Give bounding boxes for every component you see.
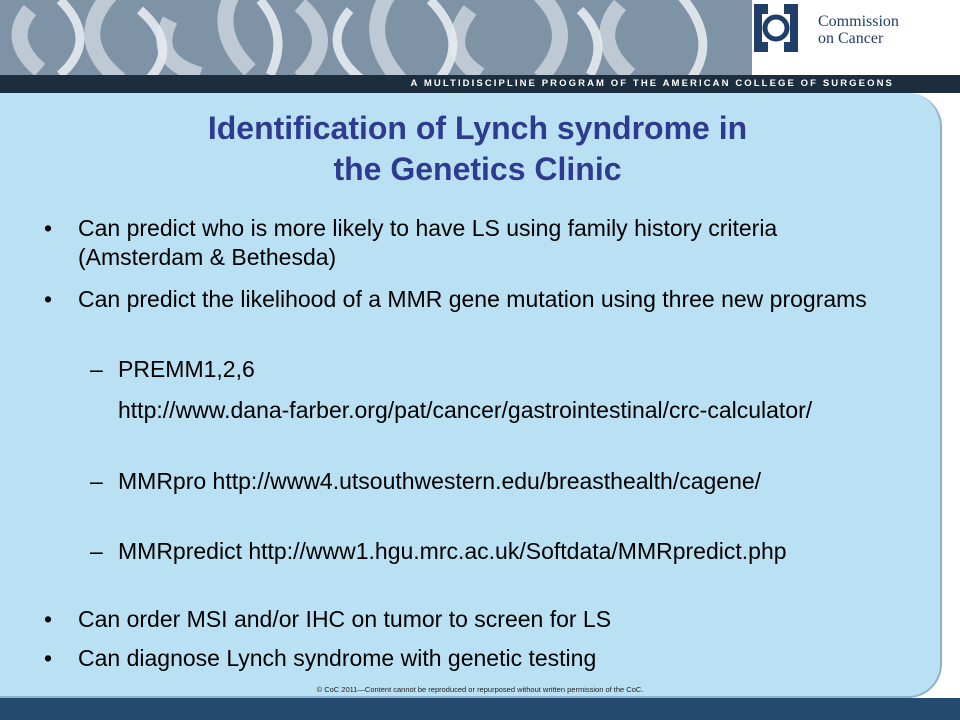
sub-bullet-text: PREMM1,2,6 <box>118 356 255 382</box>
bullet-text: Can predict the likelihood of a MMR gene mutation using three new programs <box>78 286 867 312</box>
dash-marker: – <box>90 356 103 382</box>
logo-text <box>818 13 899 47</box>
logo-line-2: on Cancer <box>818 30 884 47</box>
bottom-bar <box>0 698 960 720</box>
sub-bullet-text[interactable]: MMRpredict http://www1.hgu.mrc.ac.uk/Softdata/MMRpredict.php <box>118 538 787 564</box>
bullet-genetic-testing <box>44 644 898 673</box>
premm-link[interactable] <box>118 396 898 425</box>
decorative-letters-graphic <box>0 0 760 75</box>
premm-url[interactable]: http://www.dana-farber.org/pat/cancer/gastrointestinal/crc-calculator/ <box>118 397 813 423</box>
logo-area <box>752 0 960 75</box>
bullet-marker: • <box>44 215 53 241</box>
dash-marker: – <box>90 468 103 494</box>
sub-bullet-mmrpro <box>90 467 898 496</box>
logo-line-1: Commission <box>818 13 899 30</box>
bullet-marker: • <box>44 286 53 312</box>
bullet-text: Can order MSI and/or IHC on tumor to screen for LS <box>78 606 612 632</box>
slide-title <box>40 108 915 190</box>
title-line-2: the Genetics Clinic <box>333 151 622 187</box>
bullet-mmr-programs <box>44 285 898 314</box>
sub-bullet-text[interactable]: MMRpro http://www4.utsouthwestern.edu/breasthealth/cagene/ <box>118 468 762 494</box>
bullet-text: Can predict who is more likely to have LS using family history criteria (Amsterdam & Bethesda) <box>78 215 778 270</box>
copyright-footer: © CoC 2011—Content cannot be reproduced or repurposed without written permission of the CoC. <box>316 685 644 694</box>
header-banner <box>0 0 960 75</box>
bullet-text: Can diagnose Lynch syndrome with genetic testing <box>78 645 597 671</box>
dash-marker: – <box>90 538 103 564</box>
sub-bullet-mmrpredict <box>90 537 898 566</box>
bullet-msi-ihc <box>44 605 898 634</box>
commission-on-cancer-logo-icon <box>752 0 800 56</box>
bullet-marker: • <box>44 606 53 632</box>
bullet-family-history <box>44 214 898 272</box>
sub-bullet-premm <box>90 355 898 384</box>
tagline-bar <box>0 75 960 93</box>
title-line-1: Identification of Lynch syndrome in <box>207 110 748 146</box>
bullet-marker: • <box>44 645 53 671</box>
tagline: A MULTIDISCIPLINE PROGRAM OF THE AMERICAN COLLEGE OF SURGEONS <box>410 78 894 89</box>
